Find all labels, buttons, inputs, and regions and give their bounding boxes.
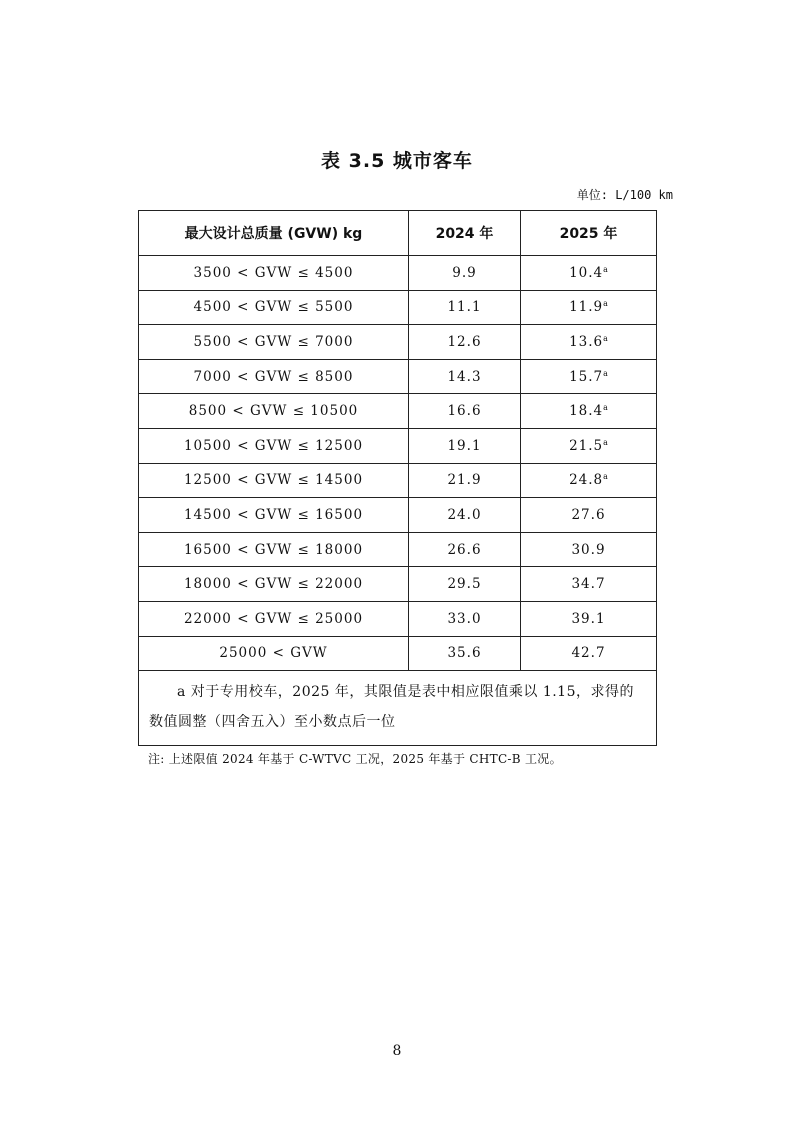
header-2024: 2024 年 [409, 211, 521, 256]
table-row [139, 394, 657, 429]
limit-2024-cell: 11.1 [409, 290, 521, 325]
table-row [139, 567, 657, 602]
gvw-range-cell: 16500 < GVW ≤ 18000 [139, 532, 409, 567]
limit-2025-value: 42.7 [571, 645, 606, 662]
limit-2025-value: 39.1 [571, 610, 606, 627]
table-note-row [139, 671, 657, 746]
table-row [139, 463, 657, 498]
limit-2025-value: 21.5 [569, 437, 604, 454]
gvw-range-cell: 3500 < GVW ≤ 4500 [139, 256, 409, 291]
limit-2024-cell: 16.6 [409, 394, 521, 429]
table-row [139, 532, 657, 567]
gvw-range-cell: 4500 < GVW ≤ 5500 [139, 290, 409, 325]
limit-2025-value: 30.9 [571, 541, 606, 558]
table-row [139, 256, 657, 291]
unit-label: 单位: L/100 km [576, 188, 673, 202]
school-bus-footnote-marker: a [603, 368, 608, 378]
gvw-range-cell: 18000 < GVW ≤ 22000 [139, 567, 409, 602]
limit-2025-value: 34.7 [571, 576, 606, 593]
gvw-range-cell: 14500 < GVW ≤ 16500 [139, 498, 409, 533]
table-body [139, 256, 657, 746]
gvw-range-cell: 7000 < GVW ≤ 8500 [139, 359, 409, 394]
limit-2025-cell [521, 463, 657, 498]
limit-2025-cell [521, 359, 657, 394]
school-bus-footnote-marker: a [603, 437, 608, 447]
limit-2025-cell [521, 636, 657, 671]
limit-2024-cell: 33.0 [409, 601, 521, 636]
limit-2025-cell [521, 601, 657, 636]
limit-2024-cell: 19.1 [409, 428, 521, 463]
table-row [139, 498, 657, 533]
footnote: 注: 上述限值 2024 年基于 C-WTVC 工况，2025 年基于 CHTC-B 工况。 [148, 752, 562, 766]
gvw-range-cell: 8500 < GVW ≤ 10500 [139, 394, 409, 429]
gvw-range-cell: 5500 < GVW ≤ 7000 [139, 325, 409, 360]
header-gvw: 最大设计总质量 (GVW) kg [139, 211, 409, 256]
limit-2025-cell [521, 567, 657, 602]
gvw-range-cell: 22000 < GVW ≤ 25000 [139, 601, 409, 636]
table-header-row [139, 211, 657, 256]
gvw-range-cell: 25000 < GVW [139, 636, 409, 671]
limit-2025-cell [521, 290, 657, 325]
limit-2025-value: 13.6 [569, 333, 604, 350]
page-number: 8 [392, 1043, 402, 1059]
limit-2024-cell: 35.6 [409, 636, 521, 671]
gvw-range-cell: 12500 < GVW ≤ 14500 [139, 463, 409, 498]
table-row [139, 290, 657, 325]
limit-2025-value: 11.9 [569, 299, 604, 316]
school-bus-footnote-marker: a [603, 264, 608, 274]
table-row [139, 428, 657, 463]
limit-2025-cell [521, 532, 657, 567]
limit-2024-cell: 24.0 [409, 498, 521, 533]
limit-2025-cell [521, 498, 657, 533]
school-bus-footnote-marker: a [603, 333, 608, 343]
school-bus-footnote-marker: a [603, 472, 608, 482]
limit-2024-cell: 9.9 [409, 256, 521, 291]
table-title: 表 3.5 城市客车 [321, 150, 473, 172]
limit-2024-cell: 26.6 [409, 532, 521, 567]
table-note-cell [139, 671, 657, 746]
limit-2024-cell: 29.5 [409, 567, 521, 602]
school-bus-note: a 对于专用校车，2025 年，其限值是表中相应限值乘以 1.15，求得的数值圆整（四舍五入）至小数点后一位 [149, 684, 634, 731]
limit-2024-cell: 21.9 [409, 463, 521, 498]
limit-2024-cell: 12.6 [409, 325, 521, 360]
table-row [139, 636, 657, 671]
limit-2025-value: 27.6 [571, 506, 606, 523]
limit-2025-value: 18.4 [569, 403, 604, 420]
table-row [139, 325, 657, 360]
limit-2025-value: 24.8 [569, 472, 604, 489]
gvw-range-cell: 10500 < GVW ≤ 12500 [139, 428, 409, 463]
limit-2025-cell [521, 428, 657, 463]
limit-2025-cell [521, 256, 657, 291]
limit-2025-value: 15.7 [569, 368, 604, 385]
school-bus-footnote-marker: a [603, 403, 608, 413]
school-bus-footnote-marker: a [603, 299, 608, 309]
table-row [139, 359, 657, 394]
header-2025: 2025 年 [521, 211, 657, 256]
limit-2025-cell [521, 325, 657, 360]
fuel-limit-table [138, 210, 657, 746]
limit-2025-cell [521, 394, 657, 429]
limit-2024-cell: 14.3 [409, 359, 521, 394]
table-row [139, 601, 657, 636]
limit-2025-value: 10.4 [569, 264, 604, 281]
